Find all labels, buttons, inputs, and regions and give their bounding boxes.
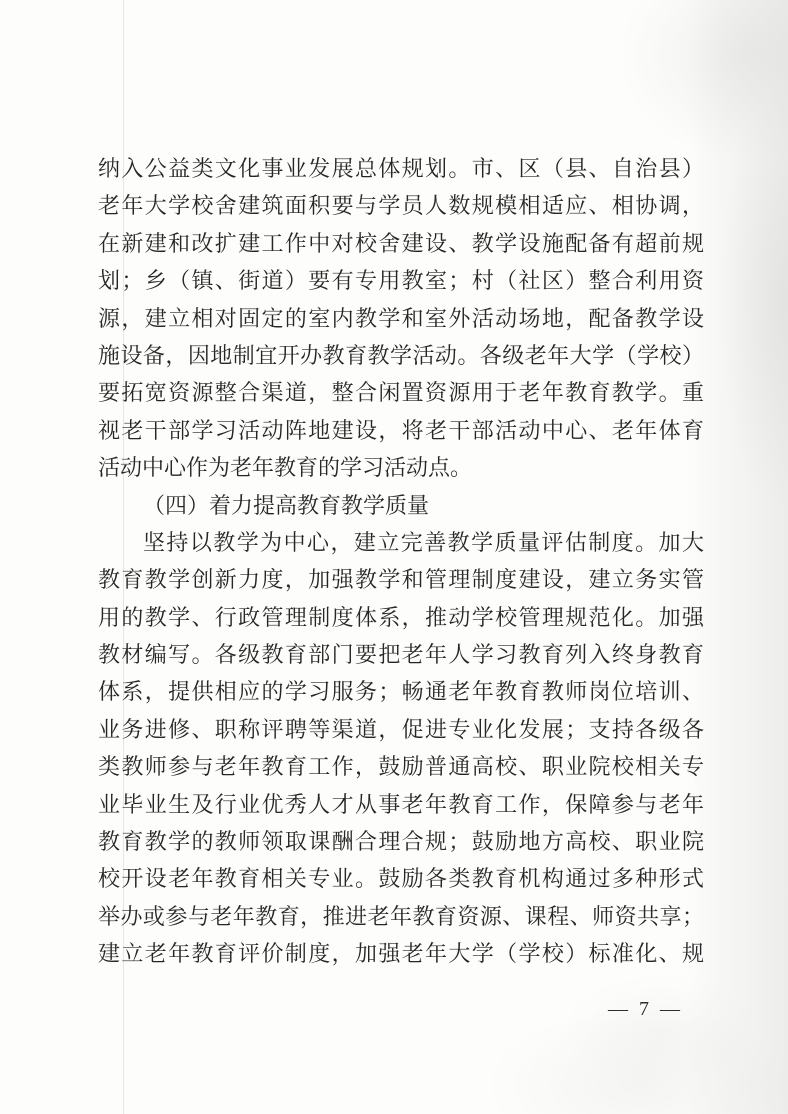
text-line-paragraph-end: 活动中心作为老年教育的学习活动点。 [98, 455, 473, 481]
document-body [98, 150, 704, 973]
text-line: 建立老年教育评价制度，加强老年大学（学校）标准化、规 [98, 941, 704, 967]
section-heading: （四）着力提高教育教学质量 [143, 492, 430, 518]
text-line: 老年大学校舍建筑面积要与学员人数规模相适应、相协调， [98, 193, 704, 219]
text-line: 类教师参与老年教育工作，鼓励普通高校、职业院校相关专 [98, 754, 704, 780]
text-line: 在新建和改扩建工作中对校舍建设、教学设施配备有超前规 [98, 230, 704, 256]
text-line-paragraph-start: 坚持以教学为中心，建立完善教学质量评估制度。加大 [143, 529, 704, 555]
text-line: 源，建立相对固定的室内教学和室外活动场地，配备教学设 [98, 305, 704, 331]
text-line: 教育教学的教师领取课酬合理合规；鼓励地方高校、职业院 [98, 829, 704, 855]
text-line: 业毕业生及行业优秀人才从事老年教育工作，保障参与老年 [98, 791, 704, 817]
text-line: 要拓宽资源整合渠道，整合闲置资源用于老年教育教学。重 [98, 380, 704, 406]
text-line: 纳入公益类文化事业发展总体规划。市、区（县、自治县） [98, 156, 704, 181]
text-line: 校开设老年教育相关专业。鼓励各类教育机构通过多种形式 [98, 866, 704, 892]
text-line: 用的教学、行政管理制度体系，推动学校管理规范化。加强 [98, 604, 704, 630]
text-line: 举办或参与老年教育，推进老年教育资源、课程、师资共享； [98, 903, 704, 929]
text-line: 业务进修、职称评聘等渠道，促进专业化发展；支持各级各 [98, 716, 704, 742]
text-line: 体系，提供相应的学习服务；畅通老年教育教师岗位培训、 [98, 679, 704, 705]
page-number: — 7 — [608, 998, 683, 1020]
text-line: 教育教学创新力度，加强教学和管理制度建设，建立务实管 [98, 567, 704, 593]
text-line: 视老干部学习活动阵地建设，将老干部活动中心、老年体育 [98, 417, 704, 443]
text-line: 施设备，因地制宜开办教育教学活动。各级老年大学（学校） [98, 342, 704, 368]
text-line: 划；乡（镇、街道）要有专用教室；村（社区）整合利用资 [98, 268, 704, 294]
text-line: 教材编写。各级教育部门要把老年人学习教育列入终身教育 [98, 642, 704, 668]
